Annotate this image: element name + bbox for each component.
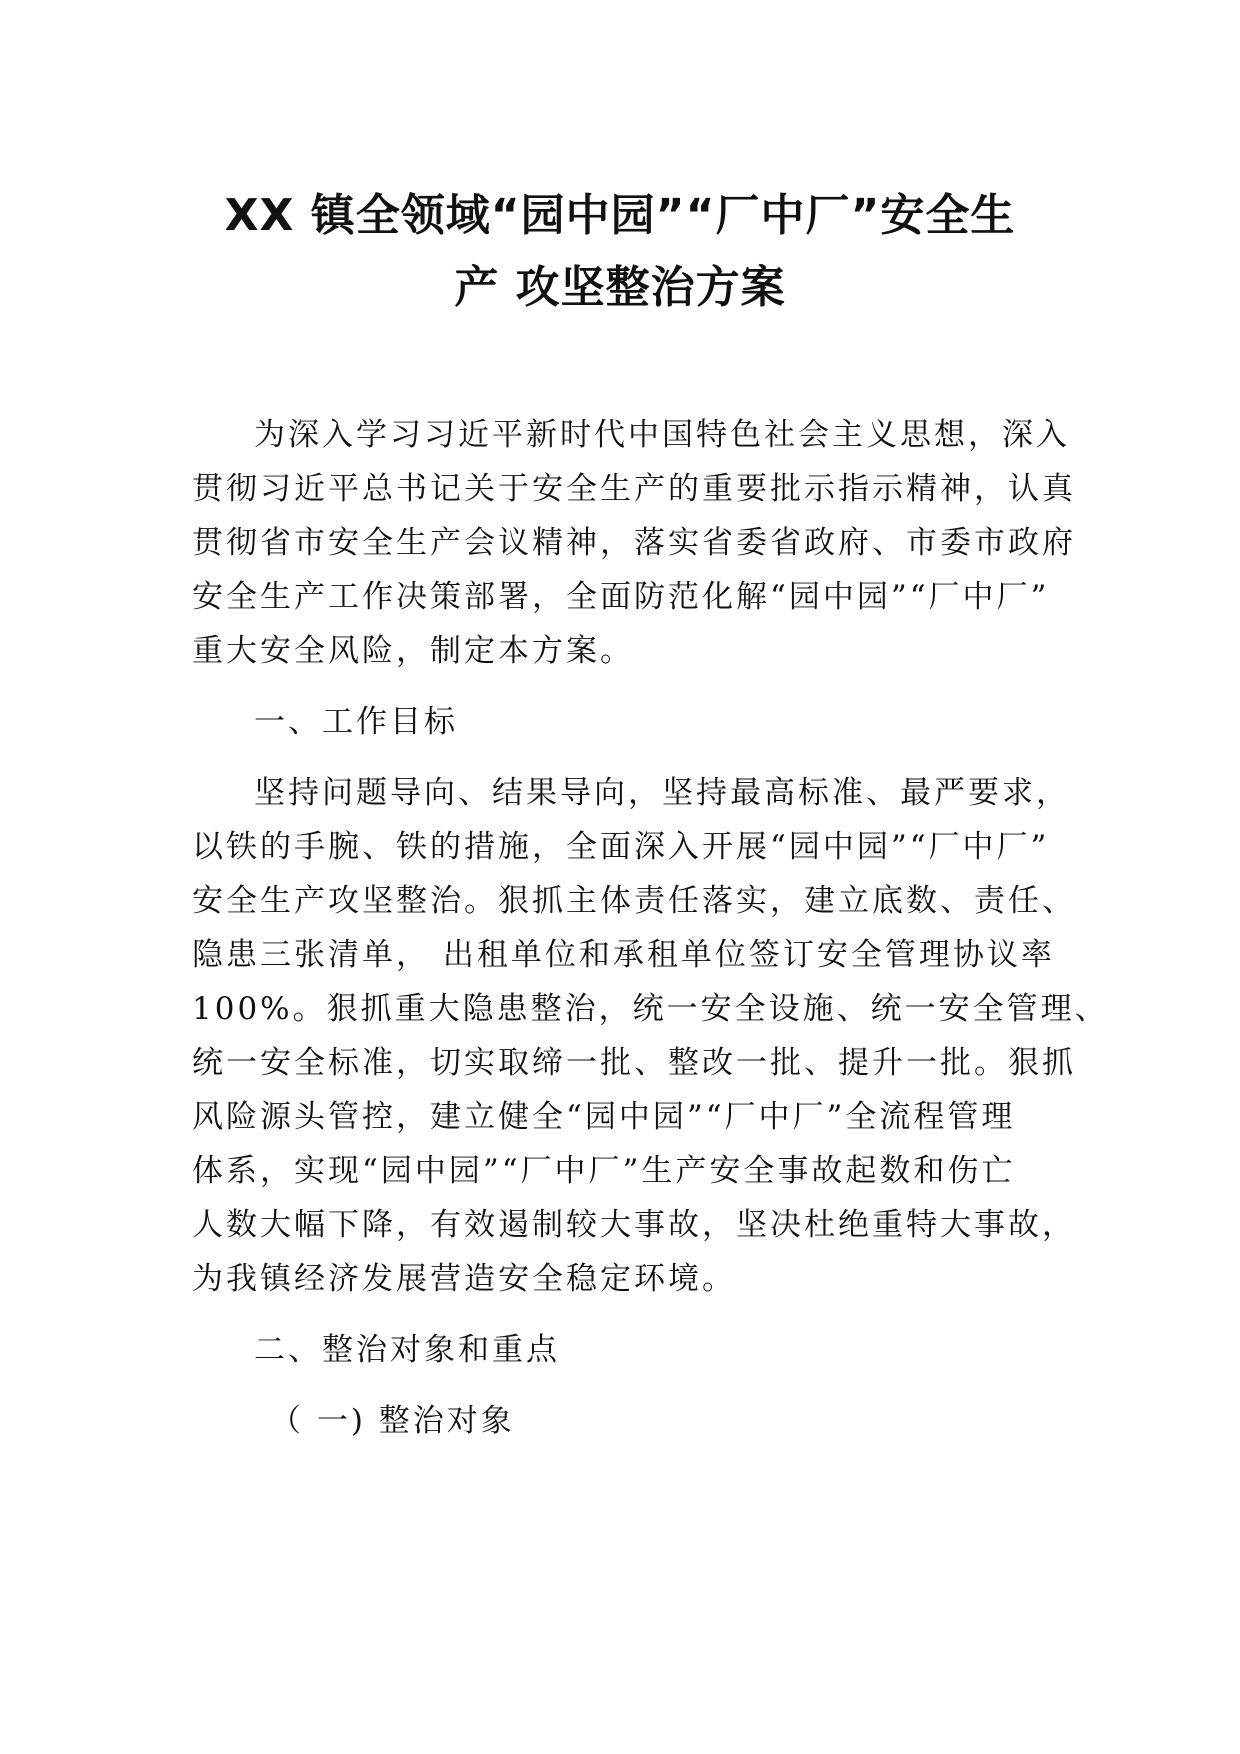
text-line: 贯彻习近平总书记关于安全生产的重要批示指示精神，认真 (192, 471, 1076, 507)
text-line: 贯彻省市安全生产会议精神，落实省委省政府、市委市政府 (192, 525, 1076, 561)
text-line: 100%。狠抓重大隐患整治，统一安全设施、统一安全管理、 (192, 991, 1109, 1027)
text-line: 统一安全标准，切实取缔一批、整改一批、提升一批。狠抓 (192, 1045, 1076, 1081)
text-line: 风险源头管控，建立健全“园中园”“厂中厂”全流程管理 (192, 1099, 1016, 1135)
text-line: 坚持问题导向、结果导向，坚持最高标准、最严要求， (254, 775, 1070, 811)
title-line-1: XX 镇全领域“园中园”“厂中厂”安全生 (224, 190, 1016, 241)
text-line: 以铁的手腕、铁的措施，全面深入开展“园中园”“厂中厂” (192, 829, 1050, 865)
text-line: 安全生产攻坚整治。狠抓主体责任落实，建立底数、责任、 (192, 883, 1076, 919)
text-line: 重大安全风险，制定本方案。 (192, 633, 634, 669)
text-line: 人数大幅下降，有效遏制较大事故，坚决杜绝重特大事故， (192, 1207, 1076, 1243)
title-line-2: 产 攻坚整治方案 (454, 262, 786, 313)
section-heading-targets: 二、整治对象和重点 (254, 1332, 560, 1368)
goals-paragraph (192, 766, 1109, 1306)
text-line: 安全生产工作决策部署，全面防范化解“园中园”“厂中厂” (192, 579, 1050, 615)
subsection-heading-targets: （ 一) 整治对象 (270, 1403, 515, 1439)
text-line: 体系，实现“园中园”“厂中厂”生产安全事故起数和伤亡 (192, 1153, 1016, 1189)
document-body (192, 408, 1109, 1448)
text-line: 为深入学习习近平新时代中国特色社会主义思想，深入 (254, 417, 1070, 453)
text-line: 为我镇经济发展营造安全稳定环境。 (192, 1261, 736, 1297)
text-line: 隐患三张清单， 出租单位和承租单位签订安全管理协议率 (192, 937, 1055, 973)
section-heading-goals: 一、工作目标 (254, 704, 458, 740)
intro-paragraph (192, 408, 1076, 678)
document-title (150, 180, 1090, 324)
